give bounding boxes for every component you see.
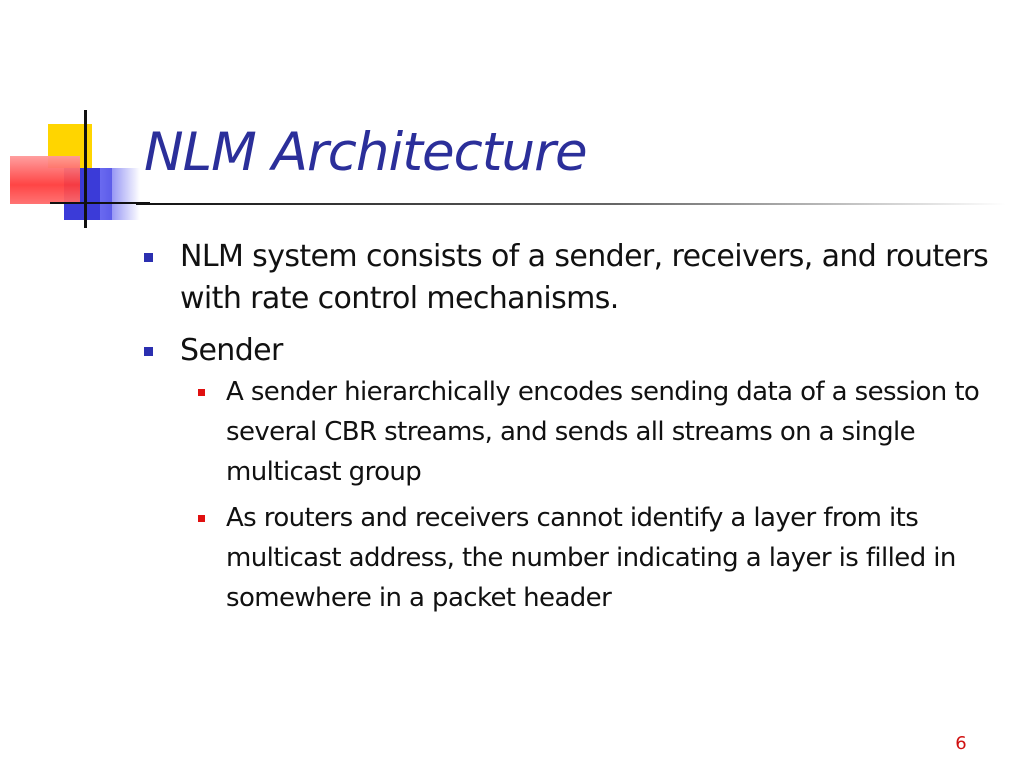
bullet-text: NLM system consists of a sender, receivers, and routers with rate control mechanisms.	[180, 239, 989, 316]
sub-bullet-item	[180, 372, 1002, 492]
bullet-list	[142, 236, 1002, 618]
title-underline	[136, 203, 1006, 205]
logo-blue-fade	[100, 168, 140, 220]
sub-bullet-text: A sender hierarchically encodes sending data of a session to several CBR streams, and sends all streams on a single multicast group	[226, 377, 980, 487]
square-bullet-icon	[198, 389, 205, 396]
sub-bullet-item	[180, 498, 1002, 618]
logo-vertical-line	[84, 110, 87, 228]
slide-title: NLM Architecture	[144, 122, 587, 183]
square-bullet-icon	[144, 347, 153, 356]
logo-horizontal-line	[50, 202, 150, 204]
bullet-text: Sender	[180, 333, 283, 368]
square-bullet-icon	[144, 253, 153, 262]
bullet-item	[142, 236, 1002, 320]
square-bullet-icon	[198, 515, 205, 522]
page-number: 6	[955, 733, 967, 754]
sub-bullet-list	[180, 372, 1002, 618]
sub-bullet-text: As routers and receivers cannot identify a layer from its multicast address, the number indicating a layer is filled in somewhere in a packet header	[226, 503, 956, 613]
logo-red-square	[10, 156, 80, 204]
slide-content	[142, 236, 1002, 628]
bullet-item	[142, 330, 1002, 618]
